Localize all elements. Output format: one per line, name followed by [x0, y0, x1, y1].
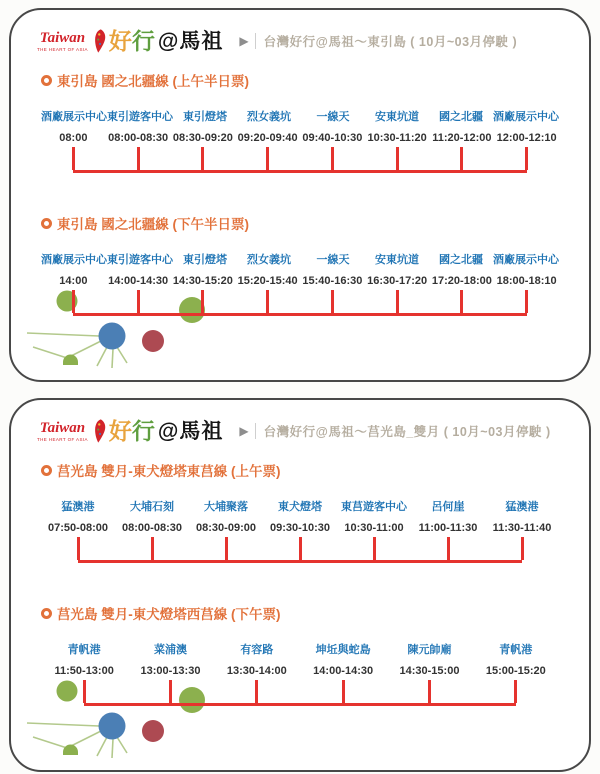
logo-hao-char: 好 [108, 28, 132, 54]
station-name: 酒廠展示中心 [41, 254, 107, 266]
station-row [41, 498, 559, 514]
time-value: 08:00-08:30 [122, 522, 182, 534]
taiwan-haoxing-logo [37, 416, 223, 446]
station-name: 一線天 [316, 111, 350, 123]
timetable-section-afternoon [41, 213, 559, 316]
station-name: 東引遊客中心 [107, 254, 173, 266]
station-name: 烈女義坑 [247, 254, 291, 266]
section-title-row [41, 603, 559, 623]
timeline-baseline [73, 170, 526, 173]
section-title-row [41, 213, 559, 233]
station-name: 安東坑道 [375, 111, 419, 123]
timeline [41, 680, 559, 706]
time-value: 15:20-15:40 [237, 275, 298, 287]
route-header-title: 台灣好行@馬祖～東引島 ( 10月~03月停駛 ) [263, 35, 518, 49]
logo-taiwan-text: Taiwan [39, 29, 86, 46]
station-name: 一線天 [316, 254, 350, 266]
time-value: 09:30-10:30 [270, 522, 330, 534]
time-value: 16:30-17:20 [367, 275, 428, 287]
separator-bar [255, 33, 256, 49]
station-row [41, 108, 559, 124]
timeline-baseline [78, 560, 522, 563]
time-value: 11:20-12:00 [432, 132, 492, 144]
logo-tagline-text: THE HEART OF ASIA [37, 46, 88, 52]
station-row [41, 251, 559, 267]
logo-hao-char: 好 [108, 418, 132, 444]
station-name: 烈女義坑 [247, 111, 291, 123]
section-title-row [41, 70, 559, 90]
time-row [41, 665, 559, 677]
time-row [41, 275, 559, 287]
taiwan-island-icon [92, 416, 108, 446]
separator-bar [255, 423, 256, 439]
time-value: 08:00 [59, 132, 88, 144]
time-value: 14:00-14:30 [313, 665, 374, 677]
station-name: 陳元帥廟 [407, 644, 452, 656]
card-header [11, 10, 589, 56]
section-title: 東引島 國之北疆線 (上午半日票) [57, 74, 249, 89]
logo-tagline-text: THE HEART OF ASIA [37, 436, 88, 442]
time-value: 15:40-16:30 [302, 275, 363, 287]
time-value: 14:00-14:30 [108, 275, 169, 287]
time-value: 11:50-13:00 [54, 665, 114, 677]
logo-taiwan-wordmark [37, 31, 88, 52]
station-name: 國之北疆 [439, 111, 483, 123]
timeline [41, 147, 559, 173]
bullet-icon [41, 465, 52, 476]
station-name: 國之北疆 [439, 254, 483, 266]
play-arrow-icon: ▶ [239, 424, 249, 438]
station-name: 青帆港 [499, 644, 533, 656]
time-value: 08:30-09:00 [196, 522, 256, 534]
station-row [41, 641, 559, 657]
section-title: 莒光島 雙月-東犬燈塔西莒線 (下午票) [57, 607, 281, 622]
timetable-section-morning [41, 460, 559, 563]
bullet-icon [41, 608, 52, 619]
time-value: 08:00-08:30 [108, 132, 169, 144]
station-name: 酒廠展示中心 [41, 111, 107, 123]
station-name: 有容路 [240, 644, 274, 656]
time-value: 14:00 [59, 275, 88, 287]
time-value: 09:40-10:30 [302, 132, 363, 144]
station-name: 東引燈塔 [183, 111, 227, 123]
station-name: 安東坑道 [375, 254, 419, 266]
taiwan-island-icon [92, 26, 108, 56]
time-value: 11:30-11:40 [492, 522, 552, 534]
taiwan-haoxing-logo [37, 26, 223, 56]
station-name: 東莒遊客中心 [341, 501, 407, 513]
logo-at-mazu-text: @馬祖 [157, 419, 224, 443]
station-name: 坤坵與蛇島 [315, 644, 371, 656]
time-value: 18:00-18:10 [496, 275, 557, 287]
time-value: 07:50-08:00 [48, 522, 108, 534]
section-title-row [41, 460, 559, 480]
time-value: 09:20-09:40 [237, 132, 298, 144]
station-name: 酒廠展示中心 [493, 254, 559, 266]
time-value: 08:30-09:20 [172, 132, 233, 144]
bullet-icon [41, 75, 52, 86]
time-value: 13:00-13:30 [140, 665, 201, 677]
timetable-card-juguang [9, 398, 591, 772]
timeline-baseline [84, 703, 516, 706]
station-name: 呂何崖 [431, 501, 465, 513]
time-row [41, 522, 559, 534]
logo-taiwan-text: Taiwan [39, 419, 86, 436]
timeline [41, 537, 559, 563]
time-value: 10:30-11:20 [367, 132, 427, 144]
station-name: 青帆港 [67, 644, 101, 656]
logo-taiwan-wordmark [37, 421, 88, 442]
station-name: 酒廠展示中心 [493, 111, 559, 123]
time-row [41, 132, 559, 144]
time-value: 14:30-15:20 [172, 275, 233, 287]
card-header [11, 400, 589, 446]
station-name: 猛澳港 [505, 501, 539, 513]
timetable-section-afternoon [41, 603, 559, 706]
time-value: 15:00-15:20 [485, 665, 546, 677]
station-name: 大埔石刻 [130, 501, 174, 513]
section-title: 東引島 國之北疆線 (下午半日票) [57, 217, 249, 232]
time-value: 12:00-12:10 [496, 132, 557, 144]
station-name: 東犬燈塔 [278, 501, 322, 513]
logo-at-mazu-text: @馬祖 [157, 29, 224, 53]
station-name: 東引燈塔 [183, 254, 227, 266]
station-name: 東引遊客中心 [107, 111, 173, 123]
section-title: 莒光島 雙月-東犬燈塔東莒線 (上午票) [57, 464, 281, 479]
station-name: 大埔聚落 [204, 501, 248, 513]
time-value: 10:30-11:00 [344, 522, 404, 534]
time-value: 13:30-14:00 [226, 665, 287, 677]
logo-xing-char: 行 [131, 28, 155, 54]
route-header-title: 台灣好行@馬祖～莒光島_雙月 ( 10月~03月停駛 ) [263, 425, 551, 439]
play-arrow-icon: ▶ [239, 34, 249, 48]
bullet-icon [41, 218, 52, 229]
time-value: 11:00-11:30 [418, 522, 478, 534]
time-value: 14:30-15:00 [399, 665, 460, 677]
timeline [41, 290, 559, 316]
timetable-section-morning [41, 70, 559, 173]
station-name: 猛澳港 [61, 501, 95, 513]
timeline-baseline [73, 313, 526, 316]
timetable-card-dongyin [9, 8, 591, 382]
logo-xing-char: 行 [131, 418, 155, 444]
station-name: 菜浦澳 [153, 644, 187, 656]
time-value: 17:20-18:00 [431, 275, 492, 287]
